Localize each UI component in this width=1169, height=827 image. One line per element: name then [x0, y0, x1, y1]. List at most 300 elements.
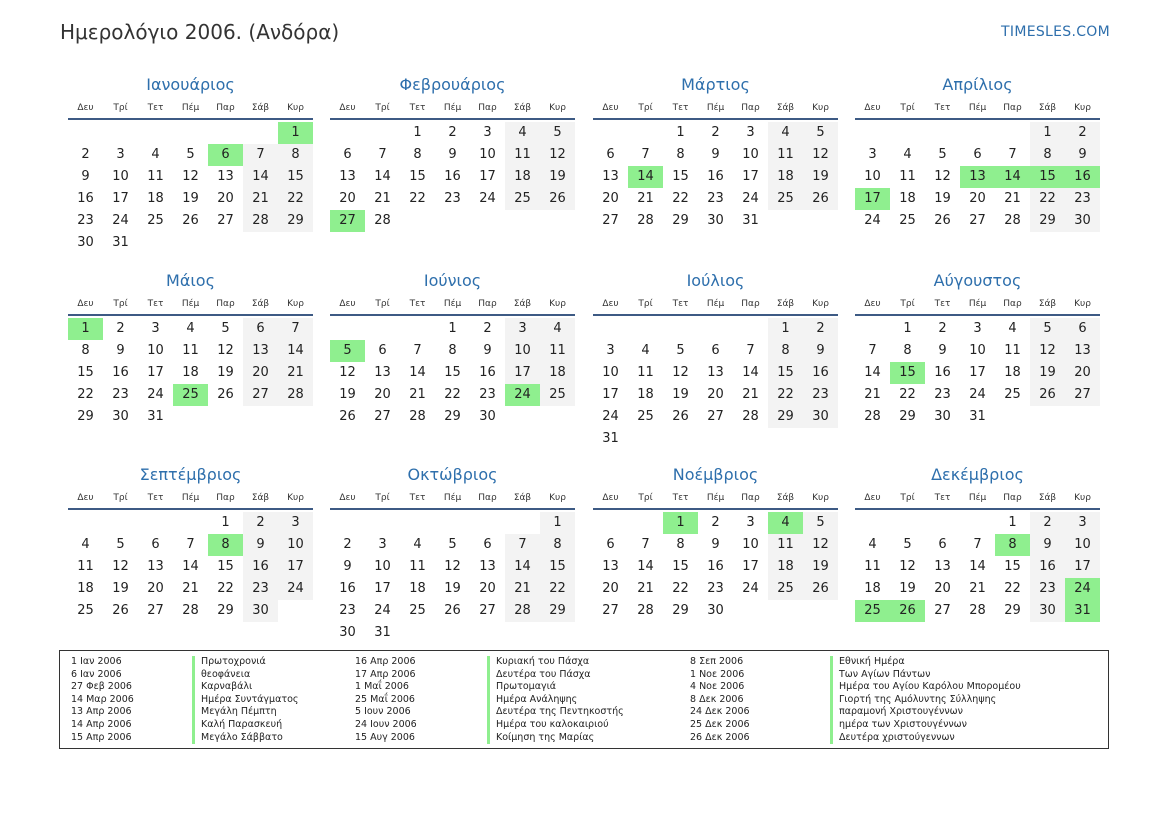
- weekday-label: Πέμ: [968, 493, 987, 503]
- day-cell: 23: [707, 581, 724, 596]
- day-cell: 3: [1065, 512, 1100, 534]
- day-cell: 9: [1030, 534, 1065, 556]
- day-cell: 22: [409, 191, 426, 206]
- empty-cell: [400, 318, 435, 340]
- day-cell: 5: [803, 122, 838, 144]
- weekday-label: Πέμ: [443, 299, 462, 309]
- day-cell: 26: [803, 188, 838, 210]
- day-cell: 2: [711, 125, 720, 140]
- day-cell: 7: [641, 147, 650, 162]
- day-cell: 12: [112, 559, 129, 574]
- day-cell: 31: [147, 409, 164, 424]
- holiday-name: Πρωτομαγιά: [487, 681, 624, 694]
- day-cell: 19: [803, 166, 838, 188]
- day-cell: 29: [672, 213, 689, 228]
- day-cell: 4: [413, 537, 422, 552]
- day-grid: [68, 318, 313, 428]
- holiday-date: 5 Ιουν 2006: [355, 706, 411, 718]
- weekday-label: Παρ: [478, 299, 497, 309]
- day-cell: 30: [803, 406, 838, 428]
- empty-cell: [593, 512, 628, 534]
- weekday-label: Τρί: [900, 103, 915, 113]
- holiday-name: ημέρα των Χριστουγέννων: [830, 719, 1021, 732]
- day-cell: 16: [707, 169, 724, 184]
- weekday-label: Κυρ: [287, 299, 304, 309]
- weekday-label: Τετ: [409, 299, 426, 309]
- day-cell: 7: [505, 534, 540, 556]
- day-cell: 3: [483, 125, 492, 140]
- holiday-date: 25 Μαΐ 2006: [355, 693, 415, 705]
- day-cell: 4: [505, 122, 540, 144]
- day-cell: 14: [864, 365, 881, 380]
- day-cell: 4: [81, 537, 90, 552]
- weekday-label: Δευ: [602, 299, 619, 309]
- holiday-name-column: [192, 656, 298, 744]
- day-cell: 3: [973, 321, 982, 336]
- day-cell: 29: [1004, 603, 1021, 618]
- day-cell: 23: [77, 213, 94, 228]
- day-cell: 9: [116, 343, 125, 358]
- weekday-label: Σάβ: [513, 299, 532, 309]
- holiday-name: Κυριακή του Πάσχα: [487, 656, 624, 669]
- day-cell: 21: [1004, 191, 1021, 206]
- day-cell: 2: [116, 321, 125, 336]
- day-cell: 25: [637, 409, 654, 424]
- day-cell: 27: [602, 603, 619, 618]
- day-cell: 18: [864, 581, 881, 596]
- day-cell: 12: [217, 343, 234, 358]
- month-title: Μάιος: [166, 271, 215, 290]
- empty-cell: [890, 122, 925, 144]
- weekday-label: Κυρ: [1074, 493, 1091, 503]
- weekday-label: Τετ: [147, 103, 164, 113]
- holiday-name: Δευτέρα της Πεντηκοστής: [487, 706, 624, 719]
- day-cell: 20: [602, 581, 619, 596]
- holiday-name: Ημέρα του Αγίου Καρόλου Μπορομέου: [830, 681, 1021, 694]
- day-cell: 16: [339, 581, 356, 596]
- holiday-name: Ημέρα Ανάληψης: [487, 694, 624, 707]
- day-cell: 12: [1030, 340, 1065, 362]
- day-cell: 9: [483, 343, 492, 358]
- weekday-label: Τρί: [638, 493, 653, 503]
- weekday-label: Σάβ: [513, 103, 532, 113]
- day-cell: 17: [278, 556, 313, 578]
- day-cell: 25: [77, 603, 94, 618]
- day-cell: 30: [1030, 600, 1065, 622]
- day-cell: 23: [803, 384, 838, 406]
- day-cell: 20: [217, 191, 234, 206]
- weekday-label: Τετ: [409, 103, 426, 113]
- empty-cell: [628, 122, 663, 144]
- day-cell: 4: [540, 318, 575, 340]
- day-cell: 11: [637, 365, 654, 380]
- holiday-date: 16 Απρ 2006: [355, 656, 416, 667]
- day-cell: 18: [1004, 365, 1021, 380]
- day-grid: [593, 318, 838, 450]
- day-cell: 28: [505, 600, 540, 622]
- holiday-day-cell: 16: [1065, 166, 1100, 188]
- weekday-label: Πέμ: [706, 103, 725, 113]
- day-cell: 11: [77, 559, 94, 574]
- day-cell: 23: [934, 387, 951, 402]
- empty-cell: [960, 122, 995, 144]
- day-cell: 23: [339, 603, 356, 618]
- weekday-header: [68, 96, 313, 120]
- day-cell: 27: [217, 213, 234, 228]
- empty-cell: [733, 318, 768, 340]
- day-cell: 15: [672, 559, 689, 574]
- holiday-date: 27 Φεβ 2006: [71, 681, 132, 693]
- weekday-label: Τρί: [375, 103, 390, 113]
- weekday-header: [593, 292, 838, 316]
- day-cell: 19: [217, 365, 234, 380]
- holiday-date: 17 Απρ 2006: [355, 668, 416, 680]
- holiday-name: Των Αγίων Πάντων: [830, 669, 1021, 682]
- day-cell: 25: [505, 188, 540, 210]
- day-cell: 22: [768, 384, 803, 406]
- day-cell: 28: [742, 409, 759, 424]
- day-cell: 6: [378, 343, 387, 358]
- day-cell: 15: [1004, 559, 1021, 574]
- day-cell: 12: [444, 559, 461, 574]
- day-cell: 26: [217, 387, 234, 402]
- day-cell: 17: [147, 365, 164, 380]
- weekday-label: Κυρ: [1074, 299, 1091, 309]
- day-cell: 17: [1065, 556, 1100, 578]
- holiday-name: Μεγάλο Σάββατο: [192, 732, 298, 745]
- day-cell: 18: [540, 362, 575, 384]
- weekday-label: Παρ: [478, 103, 497, 113]
- empty-cell: [995, 122, 1030, 144]
- weekday-label: Τετ: [934, 493, 951, 503]
- day-cell: 10: [864, 169, 881, 184]
- day-cell: 21: [374, 191, 391, 206]
- day-cell: 17: [969, 365, 986, 380]
- day-cell: 7: [413, 343, 422, 358]
- day-cell: 22: [672, 191, 689, 206]
- holiday-date: 25 Δεκ 2006: [690, 718, 750, 730]
- day-cell: 5: [938, 147, 947, 162]
- day-cell: 2: [1030, 512, 1065, 534]
- day-cell: 7: [243, 144, 278, 166]
- weekday-label: Δευ: [339, 299, 356, 309]
- day-cell: 24: [969, 387, 986, 402]
- holiday-date-column: [355, 656, 417, 744]
- month-calendar: [330, 270, 575, 428]
- day-cell: 8: [676, 147, 685, 162]
- day-cell: 12: [899, 559, 916, 574]
- day-cell: 30: [934, 409, 951, 424]
- day-grid: [68, 512, 313, 622]
- holiday-day-cell: 14: [995, 166, 1030, 188]
- empty-cell: [138, 122, 173, 144]
- day-cell: 13: [479, 559, 496, 574]
- day-cell: 1: [1030, 122, 1065, 144]
- day-cell: 11: [899, 169, 916, 184]
- weekday-header: [593, 96, 838, 120]
- holiday-day-cell: 25: [855, 600, 890, 622]
- empty-cell: [855, 122, 890, 144]
- day-cell: 22: [217, 581, 234, 596]
- weekday-label: Τρί: [113, 103, 128, 113]
- day-cell: 11: [409, 559, 426, 574]
- day-cell: 12: [803, 534, 838, 556]
- day-cell: 14: [409, 365, 426, 380]
- holiday-name: Μεγάλη Πέμπτη: [192, 706, 298, 719]
- weekday-label: Τρί: [900, 493, 915, 503]
- day-cell: 16: [77, 191, 94, 206]
- day-cell: 11: [864, 559, 881, 574]
- month-calendar: [330, 74, 575, 232]
- day-cell: 27: [1065, 384, 1100, 406]
- day-cell: 14: [278, 340, 313, 362]
- day-cell: 6: [606, 537, 615, 552]
- day-cell: 13: [374, 365, 391, 380]
- day-cell: 10: [278, 534, 313, 556]
- day-cell: 22: [77, 387, 94, 402]
- day-cell: 6: [711, 343, 720, 358]
- day-cell: 19: [934, 191, 951, 206]
- day-cell: 4: [868, 537, 877, 552]
- holiday-name-column: [487, 656, 624, 744]
- holiday-name: Καλή Παρασκευή: [192, 719, 298, 732]
- day-cell: 10: [742, 147, 759, 162]
- day-cell: 25: [1004, 387, 1021, 402]
- month-title: Ιούλιος: [686, 271, 745, 290]
- day-cell: 12: [672, 365, 689, 380]
- day-cell: 10: [602, 365, 619, 380]
- day-cell: 3: [278, 512, 313, 534]
- weekday-label: Πέμ: [443, 493, 462, 503]
- weekday-label: Σάβ: [513, 493, 532, 503]
- month-title: Φεβρουάριος: [399, 75, 506, 94]
- month-calendar: [855, 74, 1100, 232]
- weekday-label: Κυρ: [549, 103, 566, 113]
- weekday-header: [593, 486, 838, 510]
- holiday-date: 8 Σεπ 2006: [690, 656, 744, 667]
- day-cell: 11: [147, 169, 164, 184]
- day-cell: 1: [540, 512, 575, 534]
- empty-cell: [435, 512, 470, 534]
- weekday-label: Κυρ: [1074, 103, 1091, 113]
- weekday-label: Παρ: [216, 493, 235, 503]
- day-cell: 4: [186, 321, 195, 336]
- day-cell: 2: [448, 125, 457, 140]
- day-cell: 27: [934, 603, 951, 618]
- day-cell: 24: [864, 213, 881, 228]
- empty-cell: [663, 318, 698, 340]
- weekday-label: Πέμ: [443, 103, 462, 113]
- day-cell: 15: [444, 365, 461, 380]
- holiday-date-column: [71, 656, 134, 744]
- weekday-label: Τετ: [147, 493, 164, 503]
- day-cell: 14: [505, 556, 540, 578]
- holiday-date: 15 Αυγ 2006: [355, 731, 415, 743]
- day-cell: 29: [1030, 210, 1065, 232]
- day-cell: 18: [637, 387, 654, 402]
- weekday-label: Παρ: [216, 299, 235, 309]
- day-cell: 7: [378, 147, 387, 162]
- day-cell: 23: [1065, 188, 1100, 210]
- day-cell: 1: [1008, 515, 1017, 530]
- empty-cell: [68, 122, 103, 144]
- weekday-header: [330, 96, 575, 120]
- holiday-day-cell: 24: [1065, 578, 1100, 600]
- day-cell: 18: [409, 581, 426, 596]
- weekday-label: Τετ: [409, 493, 426, 503]
- empty-cell: [103, 122, 138, 144]
- weekday-label: Τρί: [638, 103, 653, 113]
- day-cell: 29: [899, 409, 916, 424]
- holiday-day-cell: 5: [330, 340, 365, 362]
- day-cell: 7: [641, 537, 650, 552]
- day-cell: 30: [707, 213, 724, 228]
- day-cell: 4: [641, 343, 650, 358]
- day-cell: 21: [243, 188, 278, 210]
- day-cell: 19: [112, 581, 129, 596]
- holiday-day-cell: 1: [278, 122, 313, 144]
- empty-cell: [400, 512, 435, 534]
- day-cell: 17: [112, 191, 129, 206]
- weekday-label: Σάβ: [251, 299, 270, 309]
- day-cell: 28: [864, 409, 881, 424]
- day-cell: 5: [540, 122, 575, 144]
- day-cell: 9: [343, 559, 352, 574]
- weekday-label: Τρί: [375, 299, 390, 309]
- holiday-day-cell: 25: [173, 384, 208, 406]
- day-cell: 28: [278, 384, 313, 406]
- day-grid: [855, 318, 1100, 428]
- weekday-label: Τρί: [113, 299, 128, 309]
- empty-cell: [243, 122, 278, 144]
- empty-cell: [173, 122, 208, 144]
- day-cell: 29: [77, 409, 94, 424]
- day-cell: 20: [479, 581, 496, 596]
- day-cell: 16: [243, 556, 278, 578]
- day-cell: 13: [707, 365, 724, 380]
- month-calendar: [855, 270, 1100, 428]
- holiday-day-cell: 14: [628, 166, 663, 188]
- empty-cell: [698, 318, 733, 340]
- day-grid: [593, 512, 838, 622]
- day-cell: 10: [742, 537, 759, 552]
- day-cell: 23: [444, 191, 461, 206]
- day-cell: 26: [112, 603, 129, 618]
- holiday-day-cell: 8: [995, 534, 1030, 556]
- empty-cell: [138, 512, 173, 534]
- day-cell: 13: [1065, 340, 1100, 362]
- weekday-label: Πέμ: [181, 299, 200, 309]
- day-cell: 25: [540, 384, 575, 406]
- day-cell: 2: [243, 512, 278, 534]
- holiday-name: Καρναβάλι: [192, 681, 298, 694]
- day-cell: 28: [637, 213, 654, 228]
- empty-cell: [330, 512, 365, 534]
- day-cell: 19: [672, 387, 689, 402]
- day-cell: 31: [602, 431, 619, 446]
- day-cell: 27: [479, 603, 496, 618]
- day-cell: 29: [540, 600, 575, 622]
- day-cell: 1: [768, 318, 803, 340]
- day-cell: 3: [505, 318, 540, 340]
- weekday-label: Δευ: [864, 299, 881, 309]
- day-cell: 8: [540, 534, 575, 556]
- day-cell: 23: [243, 578, 278, 600]
- site-link[interactable]: TIMESLES.COM: [1001, 24, 1110, 40]
- empty-cell: [330, 122, 365, 144]
- weekday-label: Παρ: [1003, 493, 1022, 503]
- day-cell: 18: [768, 166, 803, 188]
- day-cell: 31: [112, 235, 129, 250]
- day-cell: 30: [243, 600, 278, 622]
- empty-cell: [173, 512, 208, 534]
- day-cell: 25: [768, 188, 803, 210]
- day-cell: 3: [746, 125, 755, 140]
- empty-cell: [925, 122, 960, 144]
- weekday-label: Σάβ: [251, 103, 270, 113]
- holiday-day-cell: 8: [208, 534, 243, 556]
- day-cell: 19: [444, 581, 461, 596]
- day-cell: 18: [182, 365, 199, 380]
- day-cell: 2: [711, 515, 720, 530]
- day-cell: 21: [637, 581, 654, 596]
- weekday-label: Τρί: [900, 299, 915, 309]
- weekday-label: Κυρ: [549, 493, 566, 503]
- holiday-date: 14 Μαρ 2006: [71, 693, 134, 705]
- holiday-name: Εθνική Ημέρα: [830, 656, 1021, 669]
- day-cell: 26: [182, 213, 199, 228]
- day-cell: 24: [112, 213, 129, 228]
- weekday-label: Κυρ: [812, 299, 829, 309]
- weekday-header: [855, 96, 1100, 120]
- day-cell: 21: [637, 191, 654, 206]
- day-cell: 28: [637, 603, 654, 618]
- holiday-name: Ημέρα του καλοκαιριού: [487, 719, 624, 732]
- day-cell: 26: [540, 188, 575, 210]
- day-cell: 21: [182, 581, 199, 596]
- day-cell: 9: [81, 169, 90, 184]
- weekday-label: Δευ: [77, 299, 94, 309]
- day-cell: 8: [903, 343, 912, 358]
- month-calendar: [330, 464, 575, 644]
- day-cell: 8: [448, 343, 457, 358]
- day-cell: 7: [278, 318, 313, 340]
- month-calendar: [855, 464, 1100, 622]
- empty-cell: [470, 512, 505, 534]
- day-cell: 26: [672, 409, 689, 424]
- day-cell: 6: [938, 537, 947, 552]
- day-cell: 23: [479, 387, 496, 402]
- month-title: Αύγουστος: [933, 271, 1022, 290]
- empty-cell: [628, 318, 663, 340]
- day-cell: 30: [77, 235, 94, 250]
- holiday-name: Κοίμηση της Μαρίας: [487, 732, 624, 745]
- day-cell: 19: [339, 387, 356, 402]
- weekday-header: [68, 486, 313, 510]
- day-cell: 16: [1030, 556, 1065, 578]
- day-cell: 26: [339, 409, 356, 424]
- weekday-label: Σάβ: [776, 299, 795, 309]
- empty-cell: [330, 318, 365, 340]
- weekday-label: Δευ: [864, 493, 881, 503]
- day-cell: 24: [602, 409, 619, 424]
- day-cell: 30: [1065, 210, 1100, 232]
- day-cell: 15: [278, 166, 313, 188]
- day-cell: 6: [151, 537, 160, 552]
- day-cell: 31: [742, 213, 759, 228]
- day-cell: 3: [151, 321, 160, 336]
- day-cell: 29: [217, 603, 234, 618]
